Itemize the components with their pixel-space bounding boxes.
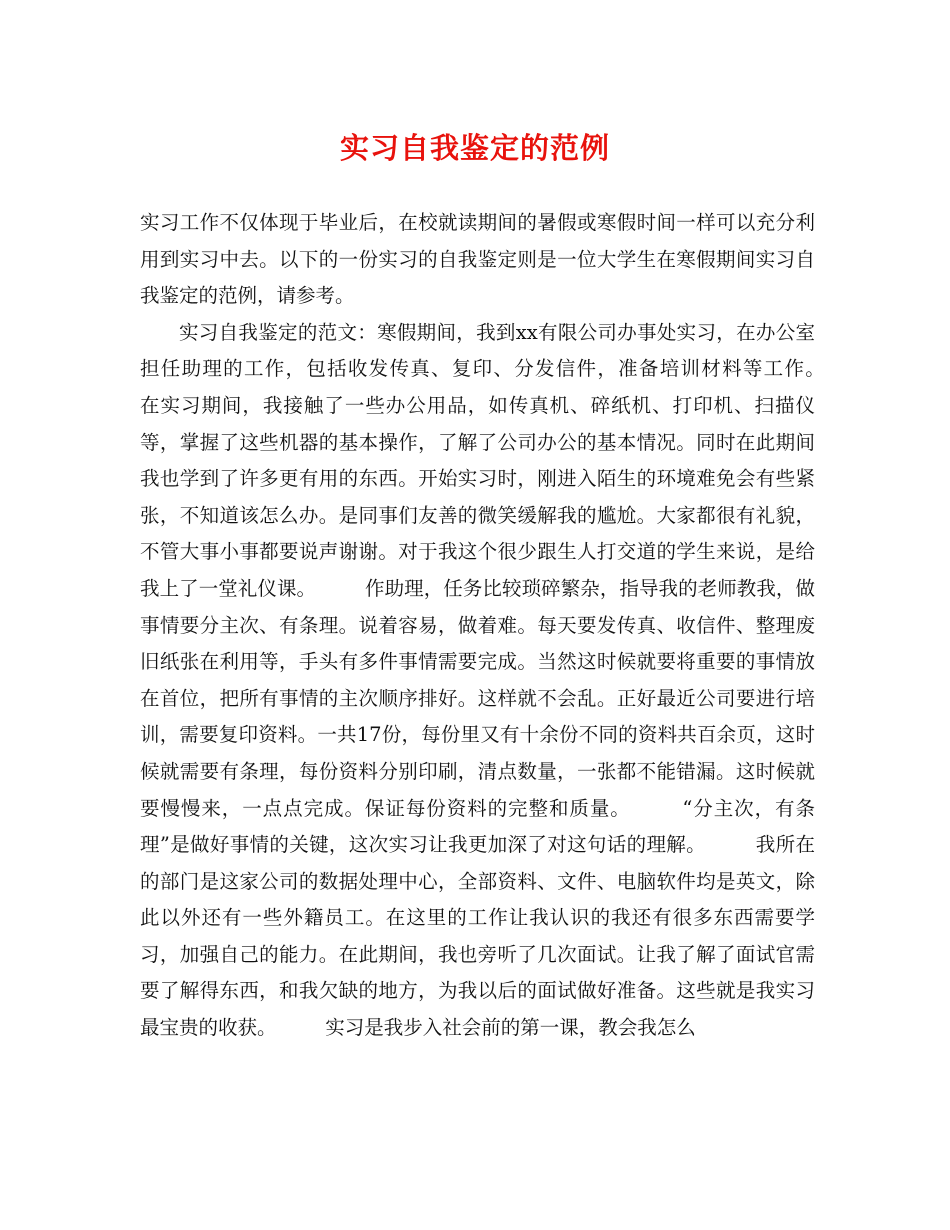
document-body (140, 205, 874, 1047)
document-title: 实习自我鉴定的范例 (339, 131, 610, 165)
body-paragraph: 实习自我鉴定的范文：寒假期间，我到xx有限公司办事处实习，在办公室担任助理的工作，包括收发传真、复印、分发信件，准备培训材料等工作。 在实习期间，我接触了一些办公用品，如传真机、碎纸机、打印机、扫描仪等，掌握了这些机器的基本操作，了解了公司办公的基本情况。同时在此期间我也学到了许多更有用的东西。开始实习时，刚进入陌生的环境难免会有些紧张，不知道该怎么办。是同事们友善的微笑缓解我的尴尬。大家都很有礼貌，不管大事小事都要说声谢谢。对于我这个很少跟生人打交道的学生来说，是给我上了一堂礼仪课。 作助理，任务比较琐碎繁杂，指导我的老师教我，做事情要分主次、有条理。说着容易，做着难。每天要发传真、收信件、整理废旧纸张在利用等，手头有多件事情需要完成。当然这时候就要将重要的事情放在首位，把所有事情的主次顺序排好。这样就不会乱。正好最近公司要进行培训，需要复印资料。一共17份，每份里又有十余份不同的资料共百余页，这时候就需要有条理，每份资料分别印刷，清点数量，一张都不能错漏。这时候就要慢慢来，一点点完成。保证每份资料的完整和质量。 “分主次，有条理”是做好事情的关键，这次实习让我更加深了对这句话的理解。 我所在的部门是这家公司的数据处理中心，全部资料、文件、电脑软件均是英文，除此以外还有一些外籍员工。在这里的工作让我认识的我还有很多东西需要学习，加强自己的能力。在此期间，我也旁听了几次面试。让我了解了面试官需要了解得东西，和我欠缺的地方，为我以后的面试做好准备。这些就是我实习最宝贵的收获。 实习是我步入社会前的第一课，教会我怎么 (140, 320, 874, 1040)
intro-paragraph: 实习工作不仅体现于毕业后，在校就读期间的暑假或寒假时间一样可以充分利用到实习中去。以下的一份实习的自我鉴定则是一位大学生在寒假期间实习自我鉴定的范例，请参考。 (140, 211, 815, 308)
